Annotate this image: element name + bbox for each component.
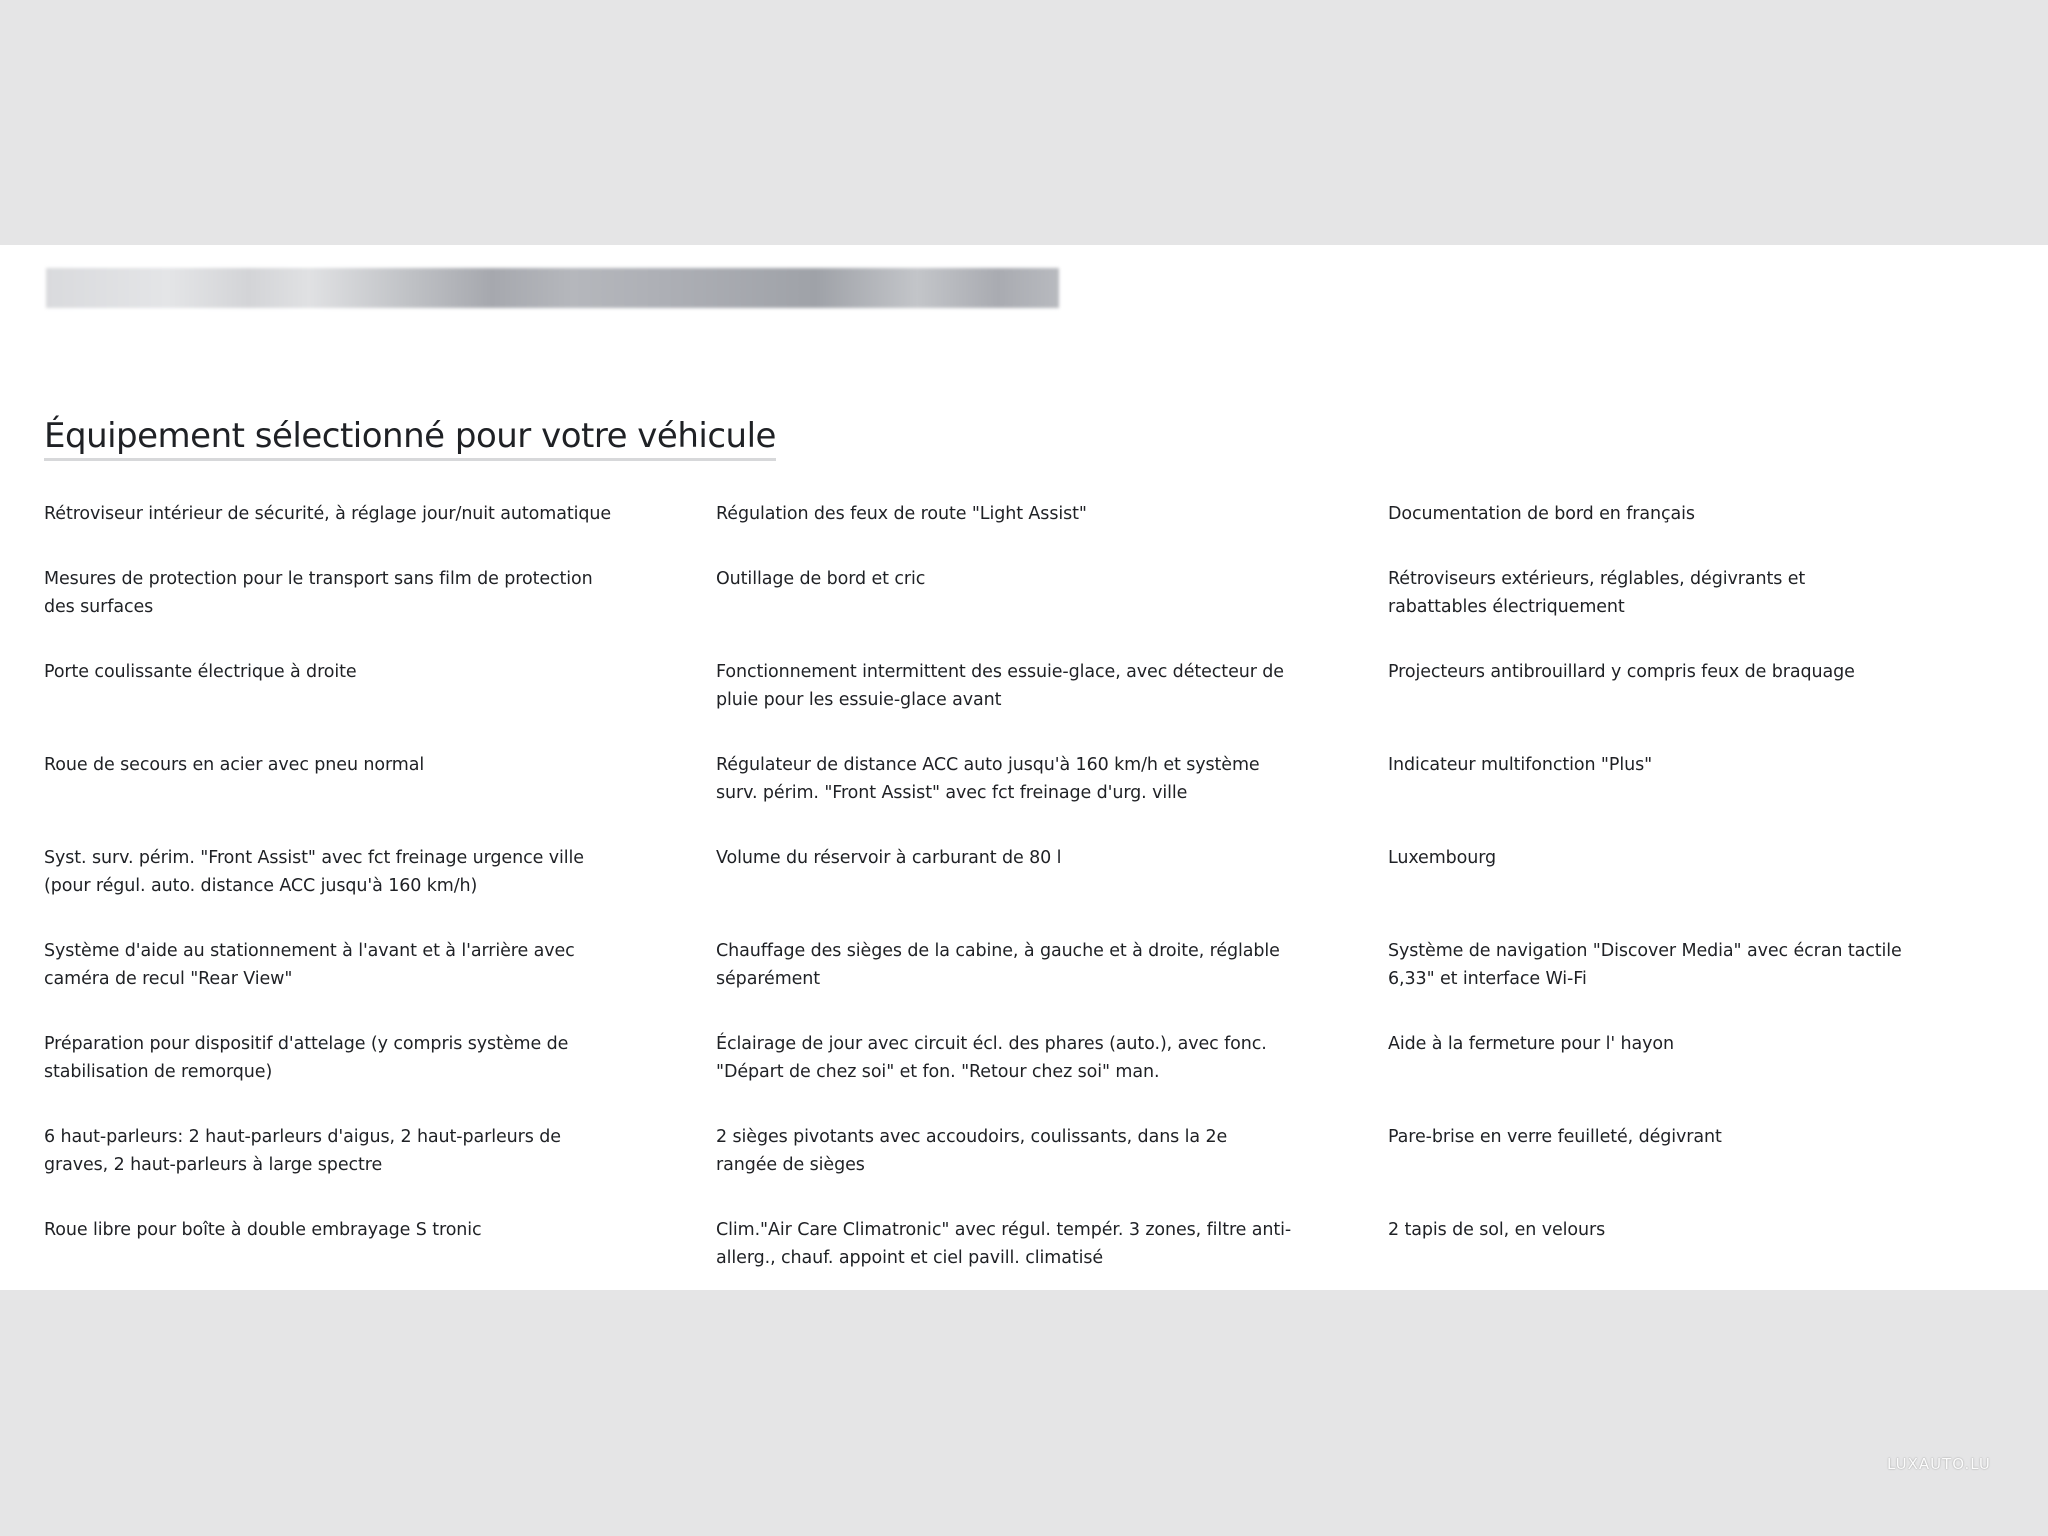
equipment-item: Chauffage des sièges de la cabine, à gauche et à droite, réglable séparément [716,941,1280,989]
equipment-item: Régulateur de distance ACC auto jusqu'à 160 km/h et système surv. périm. "Front Assist" avec fct freinage d'urg. ville [716,755,1260,803]
equipment-item: Outillage de bord et cric [716,569,926,589]
equipment-item: Luxembourg [1388,848,1497,868]
equipment-item: Roue de secours en acier avec pneu normal [44,755,425,775]
equipment-item: Système de navigation "Discover Media" avec écran tactile 6,33" et interface Wi-Fi [1388,941,1902,989]
equipment-item: Préparation pour dispositif d'attelage (y compris système de stabilisation de remorque) [44,1034,569,1082]
equipment-item: Pare-brise en verre feuilleté, dégivrant [1388,1127,1722,1147]
equipment-item: Projecteurs antibrouillard y compris feux de braquage [1388,662,1855,682]
watermark-logo: LUXAUTO.LU [1887,1455,1991,1473]
blurred-header-banner [46,268,1059,308]
equipment-list [44,500,2004,1309]
equipment-item: Volume du réservoir à carburant de 80 l [716,848,1062,868]
equipment-sheet [0,245,2048,1290]
equipment-item: Syst. surv. périm. "Front Assist" avec fct freinage urgence ville (pour régul. auto. distance ACC jusqu'à 160 km/h) [44,848,584,896]
equipment-item: Aide à la fermeture pour l' hayon [1388,1034,1674,1054]
section-title: Équipement sélectionné pour votre véhicule [44,415,776,461]
equipment-item: Fonctionnement intermittent des essuie-glace, avec détecteur de pluie pour les essuie-glace avant [716,662,1284,710]
equipment-item: Rétroviseur intérieur de sécurité, à réglage jour/nuit automatique [44,504,612,524]
equipment-item: Système d'aide au stationnement à l'avant et à l'arrière avec caméra de recul "Rear View" [44,941,575,989]
equipment-item: Porte coulissante électrique à droite [44,662,357,682]
equipment-item: Roue libre pour boîte à double embrayage S tronic [44,1220,482,1240]
equipment-item: Clim."Air Care Climatronic" avec régul. tempér. 3 zones, filtre anti-allerg., chauf. appoint et ciel pavill. climatisé [716,1220,1292,1268]
equipment-item: Éclairage de jour avec circuit écl. des phares (auto.), avec fonc. "Départ de chez soi" et fon. "Retour chez soi" man. [716,1034,1267,1082]
equipment-item: 6 haut-parleurs: 2 haut-parleurs d'aigus, 2 haut-parleurs de graves, 2 haut-parleurs à large spectre [44,1127,561,1175]
equipment-item: 2 sièges pivotants avec accoudoirs, coulissants, dans la 2e rangée de sièges [716,1127,1228,1175]
equipment-item: Documentation de bord en français [1388,504,1695,524]
equipment-item: Rétroviseurs extérieurs, réglables, dégivrants et rabattables électriquement [1388,569,1806,617]
equipment-item: Régulation des feux de route "Light Assist" [716,504,1087,524]
equipment-item: Indicateur multifonction "Plus" [1388,755,1653,775]
equipment-item: 2 tapis de sol, en velours [1388,1220,1606,1240]
equipment-item: Mesures de protection pour le transport sans film de protection des surfaces [44,569,593,617]
